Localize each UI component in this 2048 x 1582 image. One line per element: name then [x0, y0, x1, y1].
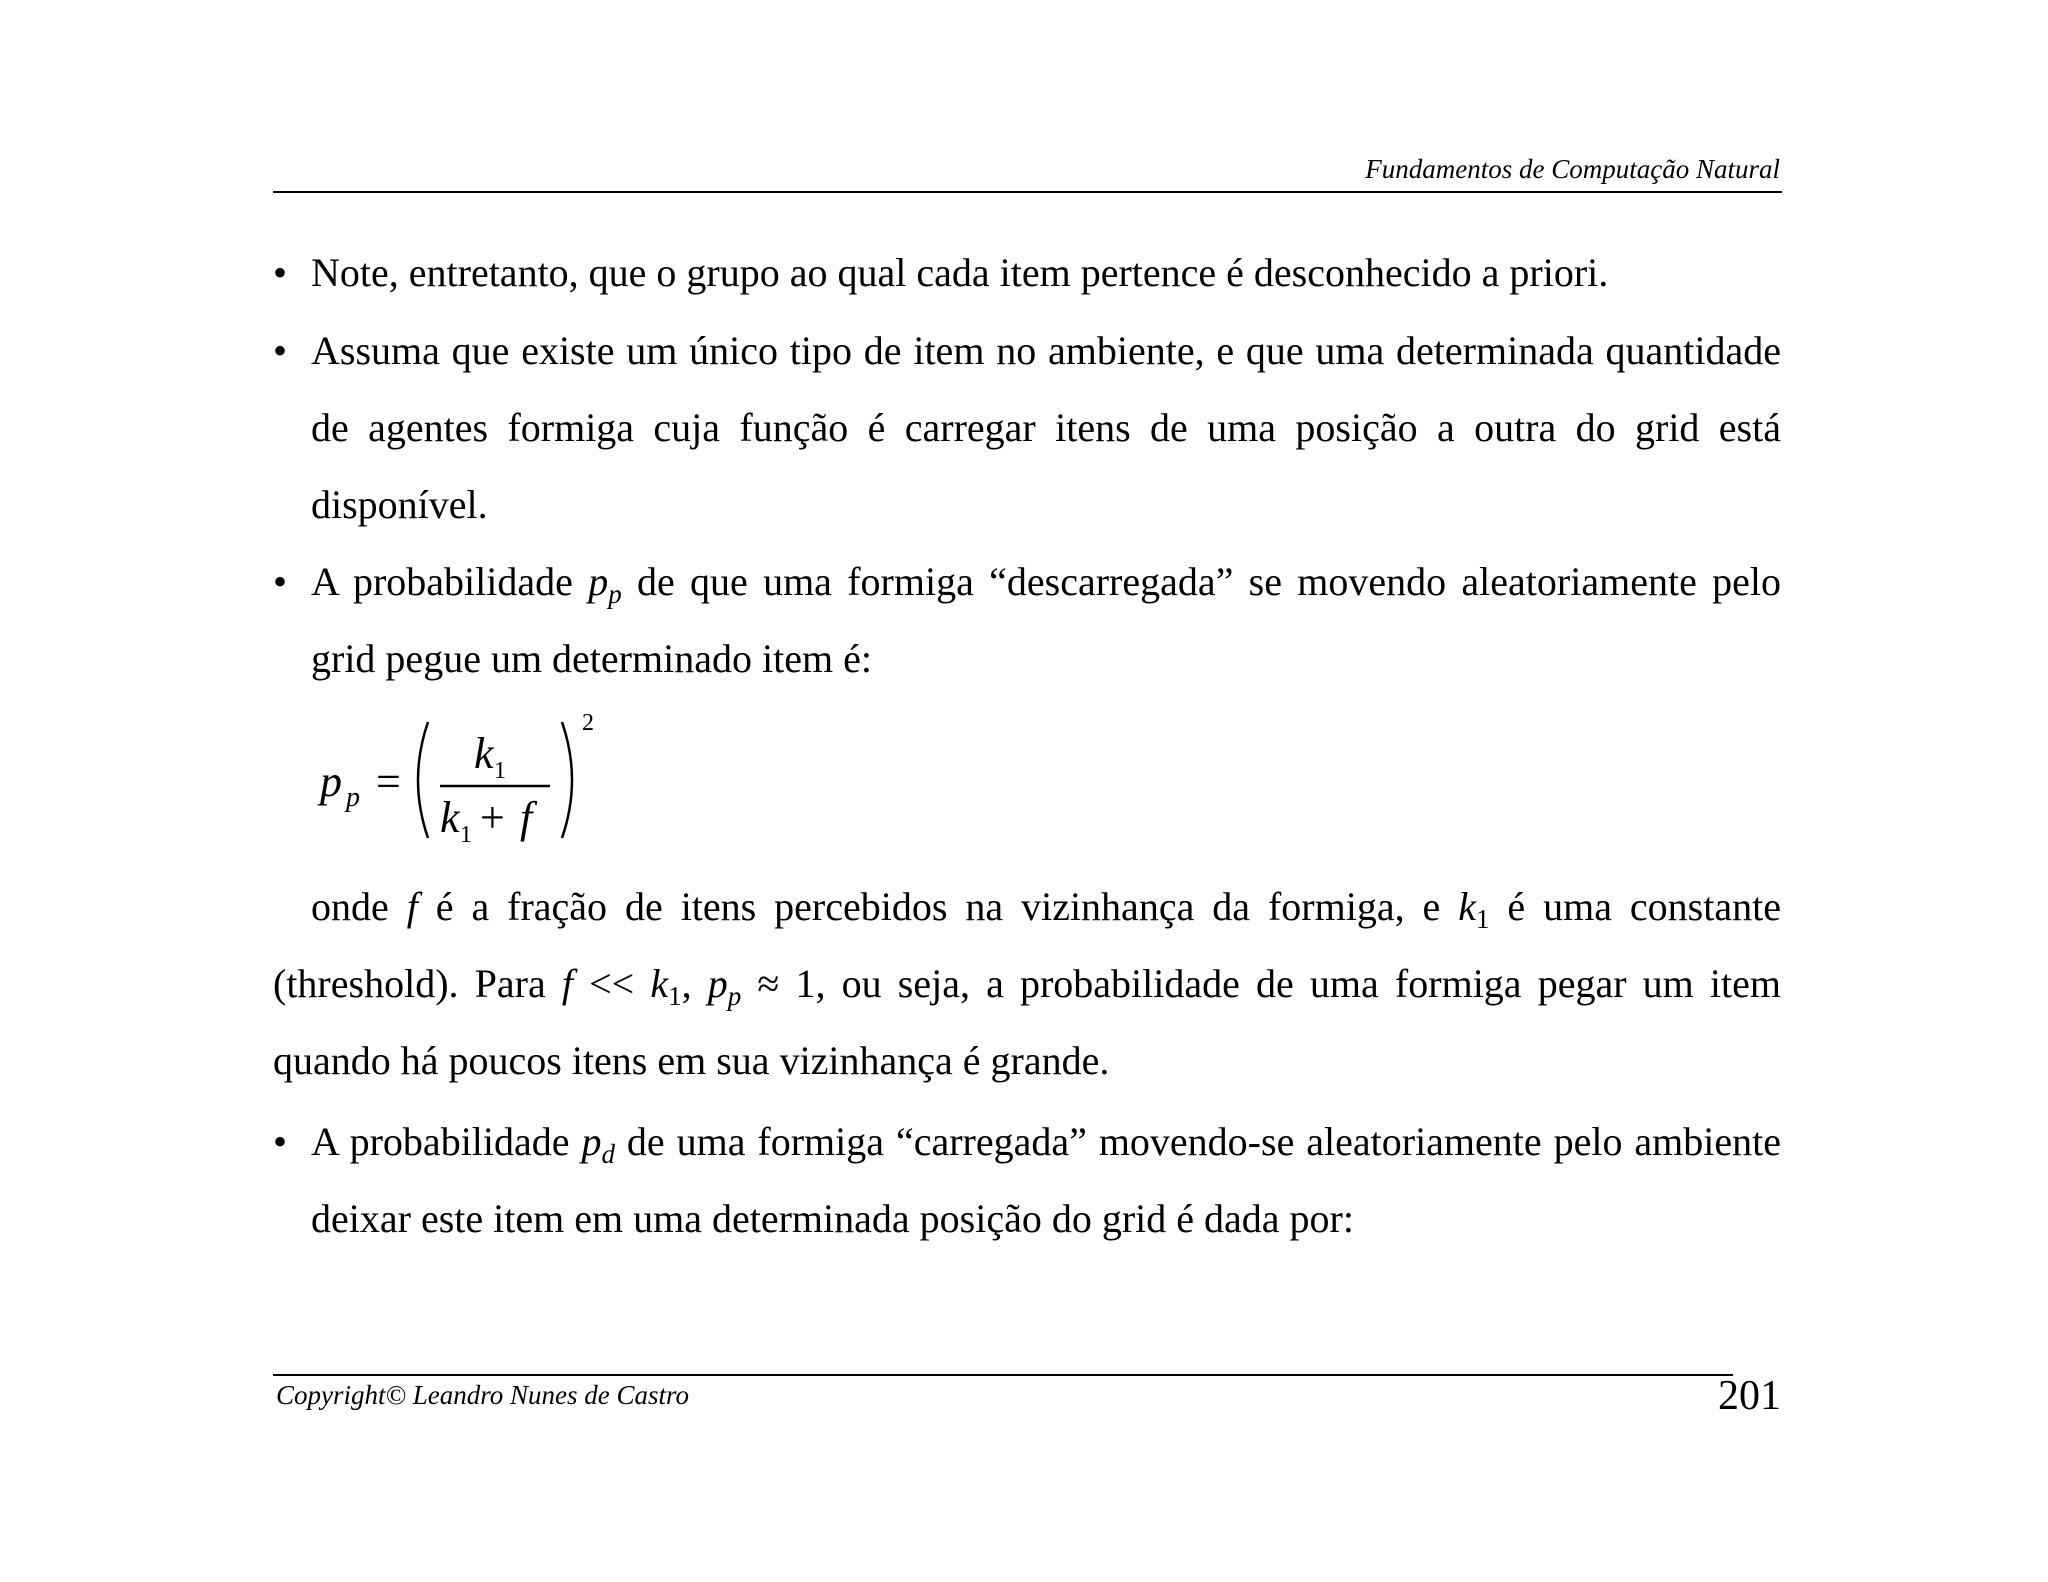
- footer-copyright: Copyright© Leandro Nunes de Castro: [276, 1380, 690, 1410]
- bullet-icon: •: [273, 328, 288, 373]
- formula-num-var: k: [474, 729, 494, 778]
- bullet-text-3-after: de que uma formiga “descarregada” se movendo aleatoriamente pelo grid pegue um determinado item é:: [311, 559, 1781, 681]
- formula-exponent: 2: [582, 710, 594, 736]
- var-p: p: [588, 559, 609, 604]
- bullet-icon: •: [273, 250, 288, 295]
- var-p-d: p: [581, 1119, 602, 1164]
- formula-equals: =: [376, 757, 401, 806]
- expl-text-6: ≈ 1, ou seja, a probabilidade de uma formiga pegar um item quando há poucos itens em sua vizinhança é grande.: [273, 961, 1781, 1083]
- expl-text-2: é a fração de itens percebidos na vizinhança da formiga, e: [417, 884, 1459, 929]
- formula-den-sub: 1: [460, 822, 472, 848]
- bullet-icon: •: [273, 559, 288, 604]
- header-title: Fundamentos de Computação Natural: [1365, 154, 1780, 184]
- expl-var-f2: f: [561, 961, 573, 1006]
- expl-sub-1: 1: [1475, 904, 1490, 934]
- sub-d: d: [601, 1139, 615, 1169]
- bullet-item-1: [273, 234, 1781, 311]
- expl-text-3: é uma constante (threshold). Para: [273, 884, 1781, 1006]
- expl-text-1: onde: [311, 884, 407, 929]
- formula-den-op: +: [480, 793, 505, 842]
- formula-pp: [318, 700, 618, 865]
- page-number: 201: [1718, 1373, 1781, 1419]
- bullet-item-3: [273, 543, 1781, 697]
- formula-den-var: k: [440, 793, 460, 842]
- expl-sub-p: p: [727, 981, 742, 1011]
- bullet-text-2: Assuma que existe um único tipo de item no ambiente, e que uma determinada quantidade de agentes formiga cuja função é carregar itens de uma posição a outra do grid está disponível.: [311, 328, 1781, 527]
- bullet-item-4: [273, 1103, 1781, 1257]
- explanation-paragraph: [273, 868, 1781, 1099]
- expl-text-4: <<: [572, 961, 651, 1006]
- formula-den-var2: f: [520, 793, 533, 842]
- expl-var-f: f: [406, 884, 418, 929]
- bullet-text-1: Note, entretanto, que o grupo ao qual cada item pertence é desconhecido a priori.: [311, 250, 1609, 295]
- formula-lhs-var: p: [320, 757, 342, 806]
- formula-left-paren: [418, 722, 428, 838]
- bullet-text-4-before: A probabilidade: [311, 1119, 582, 1164]
- sub-p: p: [608, 579, 622, 609]
- bullet-text-4-after: de uma formiga “carregada” movendo-se aleatoriamente pelo ambiente deixar este item em uma determinada posição do grid é dada por:: [311, 1119, 1782, 1241]
- bullet-text-3-before: A probabilidade: [311, 559, 589, 604]
- bullet-item-2: [273, 312, 1781, 543]
- expl-text-5: ,: [681, 961, 708, 1006]
- expl-var-k2: k: [650, 961, 669, 1006]
- expl-sub-2: 1: [668, 981, 682, 1011]
- expl-var-p: p: [707, 961, 728, 1006]
- expl-var-k: k: [1458, 884, 1476, 929]
- bullet-icon: •: [273, 1119, 288, 1164]
- header-rule: [273, 191, 1782, 193]
- formula-right-paren: [562, 722, 572, 838]
- formula-num-sub: 1: [494, 758, 506, 784]
- formula-lhs-sub: p: [346, 782, 360, 813]
- formula-svg: [318, 700, 618, 860]
- footer-rule: [273, 1374, 1733, 1376]
